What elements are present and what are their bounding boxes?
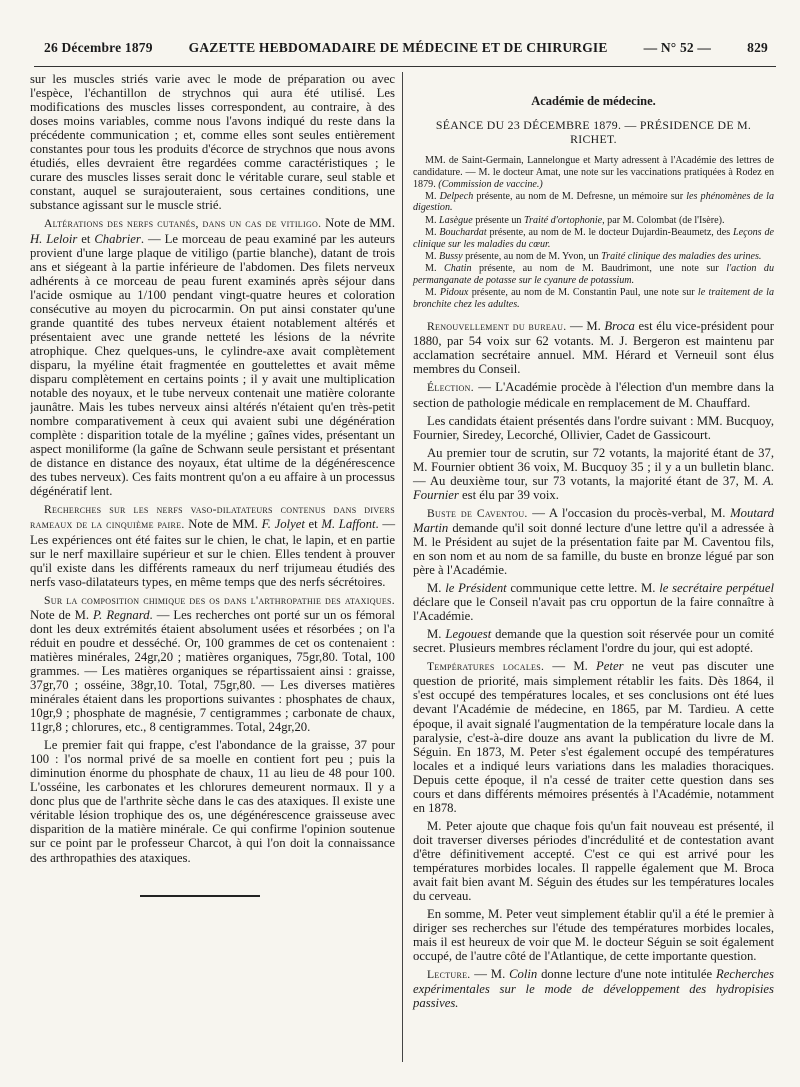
bureau-paragraph: Renouvellement du bureau. — M. Broca est élu vice-président pour 1880, par 54 voix sur 62 votants. M. J. Bergeron est maintenu par acclamation secrétaire annuel. MM. Hérard et Verneuil sont élus membres du Conseil.	[413, 319, 774, 377]
correspondence-item: M. Pidoux présente, au nom de M. Constantin Paul, une note sur le traitement de la bronchite chez les adultes.	[413, 286, 774, 310]
temperatures-paragraph: Températures locales. — M. Peter ne veut pas discuter une question de priorité, mais simplement rétablir les faits. Dès 1864, il s'est occupé des températures locales, et ses conclusions ont été lues devant l'Académie de médecine, en 1865, par M. Tardieu. A cette époque, il avait signalé l'augmentation de la température locale dans la paralysie, c'est-à-dire douze ans avant la publication du livre de M. Séguin. En 1873, M. Peter s'est également occupé des températures locales et a indiqué leurs variations dans les maladies thoraciques. Depuis cette époque, il n'a cessé de traiter cette question dans ses cours et dans différents mémoires présentés à l'Académie, notamment en 1878.	[413, 659, 774, 815]
arthropathy-conclusion: Le premier fait qui frappe, c'est l'abondance de la graisse, 37 pour 100 : l'os normal privé de sa moelle en contient fort peu ; puis la diminution énorme du phosphate de chaux, 11 au lieu de 48 pour 100. L'osséine, les carbonates et les chlorures demeurent normaux. Il y a donc plus que de l'arthrite sèche dans le cas des ataxiques. Il existe une véritable lésion trophique des os, une dégénérescence graisseuse avec disparition de la matière minérale. Ce qui confirme l'opinion soutenue sur ce point par le professeur Charcot, à qui l'on doit la connaissance des arthropathies des ataxiques.	[30, 738, 395, 865]
temperatures-title: Températures locales.	[427, 660, 545, 674]
bureau-title: Renouvellement du bureau.	[427, 320, 567, 334]
header-rule	[34, 66, 776, 67]
correspondence-item: M. Lasègue présente un Traité d'ortophonie, par M. Colombat (de l'Isère).	[425, 214, 725, 226]
header-date: 26 Décembre 1879	[44, 40, 153, 55]
vasodilator-article: Recherches sur les nerfs vaso-dilatateurs contenus dans divers rameaux de la cinquième paire. Note de MM. F. Jolyet et M. Laffont. — Les expériences ont été faites sur le chien, le chat, le lapin, et en partie sur le nerf maxillaire supérieur et sur le chien. Elles tendent à prouver qu'il existe dans les différents rameaux du nerf trijumeau étudiés des nerfs vaso-dilatateurs types, en même temps que des nerfs sécrétoires.	[30, 503, 396, 589]
academy-heading: Académie de médecine.	[531, 94, 656, 108]
correspondence-list	[413, 155, 774, 310]
lecture-title: Lecture.	[427, 968, 471, 982]
correspondence-item: M. Bussy présente, au nom de M. Yvon, un Traité clinique des maladies des urines.	[425, 250, 762, 262]
header-issue-number: — N° 52 —	[643, 40, 712, 55]
correspondence-item: M. Delpech présente, au nom de M. Defresne, un mémoire sur les phénomènes de la digestion.	[413, 190, 774, 214]
election-votes: Au premier tour de scrutin, sur 72 votants, la majorité étant de 37, M. Fournier obtient 36 voix, M. Bucquoy 35 ; il y a un bulletin blanc. — Au deuxième tour, sur 73 votants, la majorité étant de 37, M. A. Fournier est élu par 39 voix.	[413, 445, 774, 502]
author-laffont: M. Laffont	[321, 517, 376, 532]
buste-title: Buste de Caventou.	[427, 506, 528, 520]
end-rule	[140, 895, 260, 897]
author-chabrier: Chabrier	[94, 231, 141, 246]
correspondence-item: M. Chatin présente, au nom de M. Baudrimont, une note sur l'action du permanganate de potasse sur le cyanure de potassium.	[413, 262, 774, 286]
buste-president: M. le Président communique cette lettre. M. le secrétaire perpétuel déclare que le Conseil n'avait pas cru opportun de la faire connaître à l'Académie.	[413, 581, 774, 624]
right-column	[402, 72, 774, 1062]
buste-paragraph: Buste de Caventou. — A l'occasion du procès-verbal, M. Moutard Martin demande qu'il soit donné lecture d'une lettre qu'il a adressée à M. le Président au sujet de la présentation faite par M. Caventou fils, en son nom et au nom de sa famille, du buste en bronze légué par son père à l'Académie.	[413, 505, 774, 578]
vitiligo-body: . — Le morceau de peau examiné par les auteurs provient d'une large plaque de vitiligo (partie blanche), datant de trois ans et siégeant à la partie inférieure de l'abdomen. Des filets nerveux adhérents à ce morceau de peau furent examinés après séjour dans l'acide osmique au 1/100 pendant vingt-quatre heures et coloration consécutive au moyen du picrocarmin. On put ainsi constater qu'une grande quantité des tubes nerveux étaient notablement altérés et présentaient avec une grande netteté les lésions de la névrite atrophique. Chez quelques-uns, le cylindre-axe avait complètement disparu, la myéline était fragmentée en gouttelettes et avait même disparu complètement en certains points ; il y avait une multiplication notable des noyaux, et le tube nerveux contenait une matière colorante jaunâtre. Mais les tubes nerveux ainsi altérés n'étaient qu'en très-petit nombre comparativement à ceux qui avaient subi une dégénération complète : disparition totale de la myéline ; gaînes vides, présentant un aspect moniliforme (la gaîne de Schwann seule persistant et présentant de distance en distance des noyaux, état ultime de la dégénérescence des tubes nerveux). Ces faits montrent qu'on a eu affaire à un processus dégénératif lent.	[30, 231, 395, 499]
vitiligo-article: Altérations des nerfs cutanés, dans un cas de vitiligo. Note de MM. H. Leloir et Chabrier. — Le morceau de peau examiné par les auteurs provient d'une large plaque de vitiligo (partie blanche), datant de trois ans et siégeant à la partie inférieure de l'abdomen. Des filets nerveux adhérents à ce morceau de peau furent examinés après séjour dans l'acide osmique au 1/100 pendant vingt-quatre heures et coloration consécutive au moyen du picrocarmin. On put ainsi constater qu'une grande quantité des tubes nerveux étaient notablement altérés et présentaient avec une grande netteté les lésions de la névrite atrophique. Chez quelques-uns, le cylindre-axe avait complètement disparu, la myéline était fragmentée en gouttelettes et avait même disparu complètement en certains points ; il y avait une multiplication notable des noyaux, et le tube nerveux contenait une matière colorante jaunâtre. Mais les tubes nerveux ainsi altérés n'étaient qu'en très-petit nombre comparativement à ceux qui avaient subi une dégénération complète : disparition totale de la myéline ; gaînes vides, présentant un aspect moniliforme (la gaîne de Schwann seule persistant et présentant de distance en distance des noyaux, état ultime de la dégénérescence des tubes nerveux). Ces faits montrent qu'on a eu affaire à un processus dégénératif lent.	[30, 216, 395, 499]
lecture-paragraph: Lecture. — M. Colin donne lecture d'une note intitulée Recherches expérimentales sur le mode de développement des hydropisies passives.	[413, 967, 774, 1011]
author-jolyet: F. Jolyet	[261, 517, 305, 532]
arthropathy-article: Sur la composition chimique des os dans l'arthropathie des ataxiques. Note de M. P. Regnard. — Les recherches ont porté sur un os fémoral dont les deux extrémités étaient absolument usées et résorbées ; on l'a réduit en poudre et desséché. Or, 100 grammes de cet os contenaient : matières minérales, 24gr,20 ; matières organiques, 75gr,80. Total, 100 grammes. — Les matières organiques se répartissaient ainsi : graisse, 37gr,70 ; osséine, 38gr,10. Total, 75gr,80. — Les diverses matières minérales étaient dans les proportions suivantes : phosphates de chaux, 10gr,9 ; phosphate de magnésie, 7 centigrammes ; carbonate de chaux, 11gr,8 ; chlorures, etc., 8 centigrammes. Total, 24gr,20.	[30, 593, 396, 735]
election-paragraph: Élection. — L'Académie procède à l'élection d'un membre dans la section de pathologie médicale en remplacement de M. Chauffard.	[413, 380, 774, 410]
temperatures-p2: M. Peter ajoute que chaque fois qu'un fait nouveau est présenté, il doit traverser diverses périodes d'incrédulité et de contestation avant d'être définitivement accepté. C'est ce qui est arrivé pour les températures morbides locales. Il rappelle également que M. Broca avait fait bien avant M. Séguin des études sur les températures locales du cerveau.	[413, 818, 774, 904]
buste-legouest: M. Legouest demande que la question soit réservée pour un comité secret. Plusieurs membres réclament l'ordre du jour, qui est adopté.	[413, 627, 774, 656]
running-header	[44, 40, 768, 56]
left-column	[30, 72, 402, 1062]
election-title: Élection.	[427, 381, 474, 395]
correspondence-item: MM. de Saint-Germain, Lannelongue et Marty adressent à l'Académie des lettres de candidature. — M. le docteur Amat, une note sur les vaccinations pratiquées à Rodez en 1879. (Commission de vaccine.)	[413, 155, 774, 190]
vitiligo-title: Altérations des nerfs cutanés, dans un cas de vitiligo.	[44, 217, 322, 231]
correspondence-item: M. Bouchardat présente, au nom de M. le docteur Dujardin-Beaumetz, des Leçons de clinique sur les maladies du cœur.	[413, 226, 774, 250]
header-page-number: 829	[747, 40, 768, 55]
muscle-continuation-paragraph: sur les muscles striés varie avec le mode de préparation ou avec l'espèce, l'échantillon de strychnos qui aura été utilisé. Les modifications des muscles lisses correspondent, au contraire, à des doses moins variables, comme nous l'avons indiqué du reste dans la précédente communication ; et, comme elles sont seules entièrement constantes pour tous les produits d'écorce de strychnos que nous avons étudiés, elles devraient être regardées comme caractéristiques ; le curare des muscles lisses serait donc le véritable curare, seul stable et constant, auquel se surajouteraient, sous certaines conditions, une substance agissant sur le muscle strié.	[30, 72, 395, 213]
header-journal-title: GAZETTE HEBDOMADAIRE DE MÉDECINE ET DE CHIRURGIE	[188, 40, 608, 55]
columns	[30, 72, 778, 1062]
author-leloir: H. Leloir	[30, 231, 78, 246]
temperatures-p3: En somme, M. Peter veut simplement établir qu'il a été le premier à diriger ses recherches sur l'étude des températures morbides locales, mais il est heureux de voir que M. le docteur Séguin se soit également occupé, de l'autre côté de l'Atlantique, de cette importante question.	[413, 907, 774, 964]
vasodilator-body: . — Les expériences ont été faites sur le chien, le chat, le lapin, et en partie sur le nerf maxillaire supérieur et sur le chien. Elles tendent à prouver qu'il existe dans les différents rameaux du nerf trijumeau étudiés des nerfs vaso-dilatateurs types, en même temps que des nerfs sécrétoires.	[30, 517, 396, 589]
election-candidates: Les candidats étaient présentés dans l'ordre suivant : MM. Bucquoy, Fournier, Siredey, Lecorché, Ollivier, Cadet de Gassicourt.	[413, 413, 774, 442]
arthropathy-body: . — Les recherches ont porté sur un os fémoral dont les deux extrémités étaient absolument usées et résorbées ; on l'a réduit en poudre et desséché. Or, 100 grammes de cet os contenaient : matières minérales, 24gr,20 ; matières organiques, 75gr,80. Total, 100 grammes. — Les matières organiques se répartissaient ainsi : graisse, 37gr,70 ; osséine, 38gr,10. Total, 75gr,80. — Les diverses matières minérales étaient dans les proportions suivantes : phosphates de chaux, 10gr,9 ; phosphate de magnésie, 7 centigrammes ; carbonate de chaux, 11gr,8 ; chlorures, etc., 8 centigrammes. Total, 24gr,20.	[30, 607, 396, 735]
vasodilator-title: Recherches sur les nerfs vaso-dilatateurs contenus dans divers rameaux de la cinquième paire.	[30, 503, 395, 532]
author-regnard: P. Regnard	[93, 607, 150, 622]
seance-heading: SÉANCE DU 23 DÉCEMBRE 1879. — PRÉSIDENCE DE M. RICHET.	[435, 118, 752, 147]
arthropathy-title: Sur la composition chimique des os dans l'arthropathie des ataxiques.	[44, 593, 395, 607]
